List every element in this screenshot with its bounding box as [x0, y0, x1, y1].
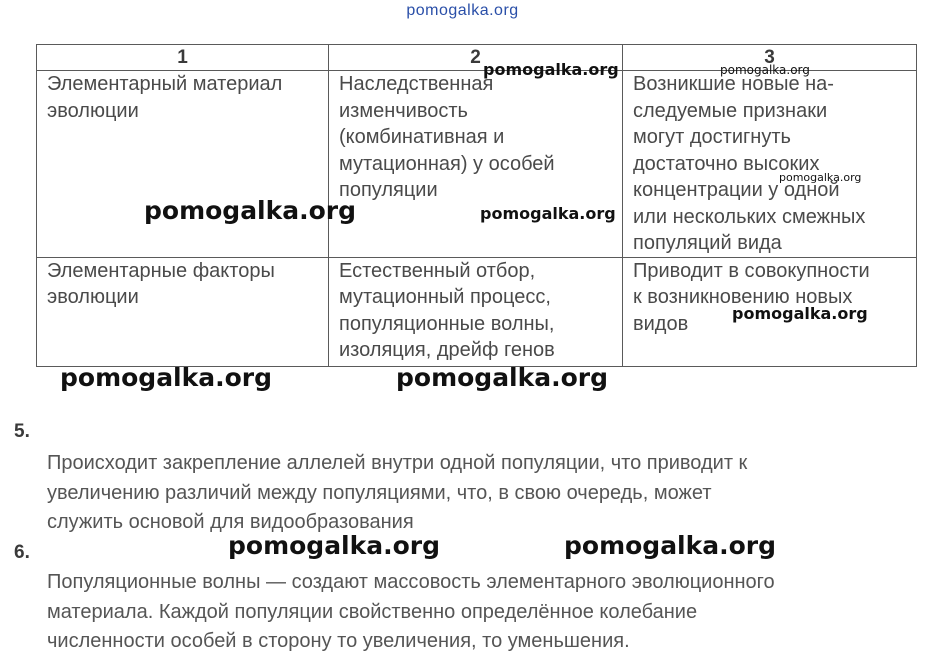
watermark: pomogalka.org — [779, 171, 862, 184]
watermark: pomogalka.org — [720, 63, 810, 77]
table-cell — [37, 71, 329, 258]
column-header-1: 1 — [37, 45, 329, 71]
watermark: pomogalka.org — [480, 204, 616, 223]
table-cell — [329, 257, 623, 366]
watermark: pomogalka.org — [732, 304, 868, 323]
watermark: pomogalka.org — [228, 531, 441, 560]
column-header-3: 3 — [623, 45, 917, 71]
top-watermark: pomogalka.org — [406, 2, 519, 19]
table-cell — [329, 71, 623, 258]
watermark: pomogalka.org — [60, 363, 273, 392]
section-number: 5. — [14, 421, 30, 442]
section-text: Происходит закрепление аллелей внутри одной популяции, что приводит к увеличению различий между популяциями, что, в свою очередь, может служить основой для видообразования — [47, 452, 748, 533]
cell-text: Естественный отбор, мутационный процесс, популяционные волны, изоляция, дрейф генов — [339, 259, 555, 361]
cell-text: Возникшие новые на- следуемые признаки могут достигнуть достаточно высоких концентрации у одной или нескольких смежных популяций вида — [633, 73, 866, 254]
cell-text: Наследственная изменчивость (комбинативная и мутационная) у особей популяции — [339, 73, 555, 201]
watermark: pomogalka.org — [564, 531, 777, 560]
cell-text: Элементарные факторы эволюции — [47, 259, 275, 308]
watermark: pomogalka.org — [396, 363, 609, 392]
section-text: Популяционные волны — создают массовость элементарного эволюционного материала. Каждой популяции свойственно определённое колебание численности особей в сторону то увеличения, то уменьшения. — [47, 571, 775, 652]
section-number: 6. — [14, 542, 30, 563]
table-row — [37, 71, 917, 258]
cell-text: Элементарный материал эволюции — [47, 73, 283, 122]
column-header-2: 2 — [329, 45, 623, 71]
cell-text: Приводит в совокупности к возникновению новых видов — [633, 259, 870, 335]
table-cell — [37, 257, 329, 366]
table-cell — [623, 71, 917, 258]
watermark: pomogalka.org — [483, 60, 619, 79]
watermark: pomogalka.org — [144, 196, 357, 225]
